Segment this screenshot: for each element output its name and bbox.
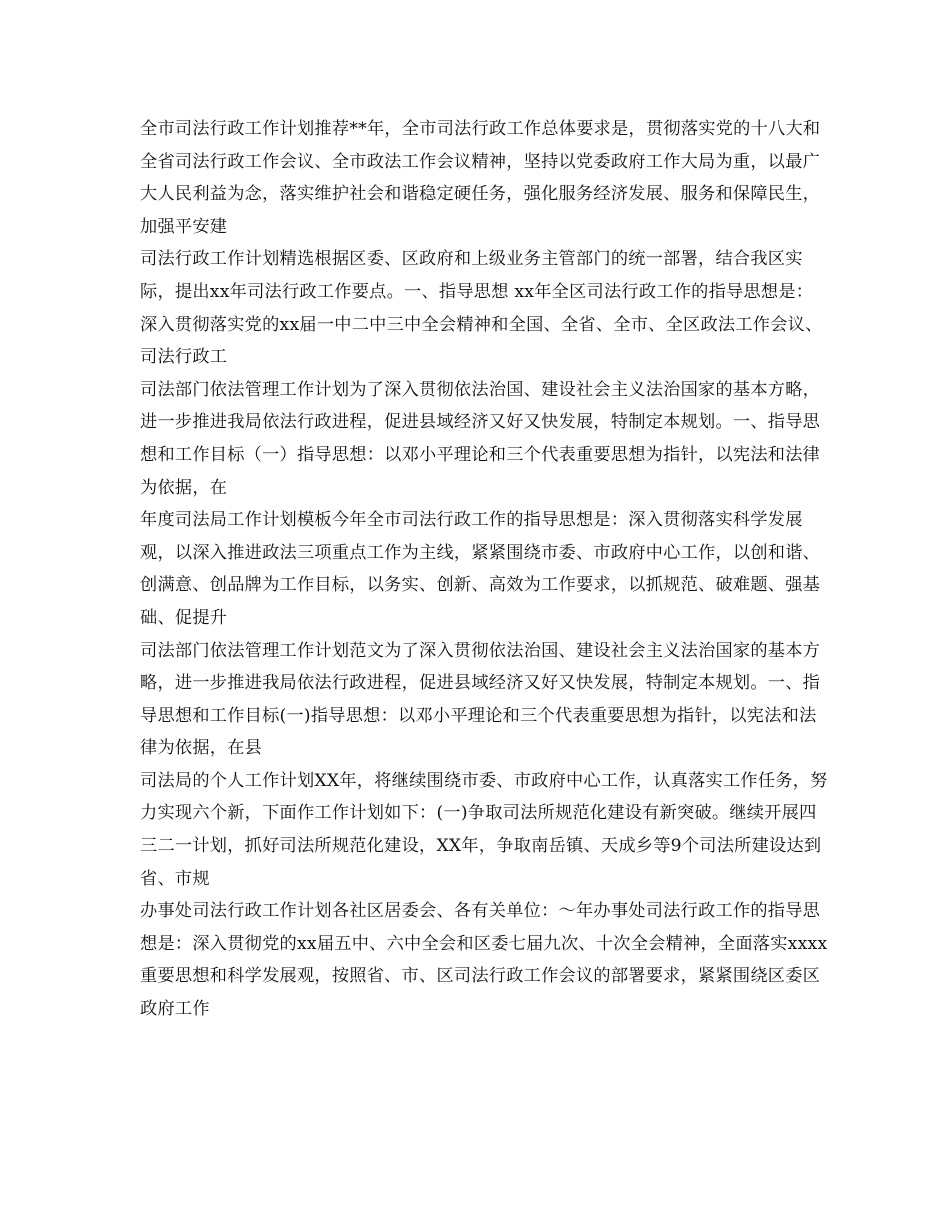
paragraph-1: 全市司法行政工作计划推荐**年，全市司法行政工作总体要求是，贯彻落实党的十八大和全省司法行政工作会议、全市政法工作会议精神，坚持以党委政府工作大局为重，以最广大人民利益为念，落实维护社会和谐稳定硬任务，强化服务经济发展、服务和保障民生，加强平安建 — [140, 119, 821, 237]
paragraph-2: 司法行政工作计划精选根据区委、区政府和上级业务主管部门的统一部署，结合我区实际，提出xx年司法行政工作要点。一、指导思想 xx年全区司法行政工作的指导思想是：深入贯彻落实党的xx届一中二中三中全会精神和全国、全省、全市、全区政法工作会议、司法行政工 — [140, 249, 823, 368]
paragraph-4: 年度司法局工作计划模板今年全市司法行政工作的指导思想是：深入贯彻落实科学发展观，以深入推进政法三项重点工作为主线，紧紧围绕市委、市政府中心工作，以创和谐、创满意、创品牌为工作目标，以务实、创新、高效为工作要求，以抓规范、破难题、强基础、促提升 — [140, 510, 821, 628]
document-body — [140, 113, 830, 1026]
paragraph-3: 司法部门依法管理工作计划为了深入贯彻依法治国、建设社会主义法治国家的基本方略，进一步推进我局依法行政进程，促进县域经济又好又快发展，特制定本规划。一、指导思想和工作目标（一）指导思想：以邓小平理论和三个代表重要思想为指针，以宪法和法律为依据，在 — [140, 379, 821, 498]
paragraph-6: 司法局的个人工作计划XX年，将继续围绕市委、市政府中心工作，认真落实工作任务，努力实现六个新，下面作工作计划如下：(一)争取司法所规范化建设有新突破。继续开展四三二一计划，抓好司法所规范化建设，XX年，争取南岳镇、天成乡等9个司法所建设达到省、市规 — [140, 770, 828, 889]
paragraph-7: 办事处司法行政工作计划各社区居委会、各有关单位：～年办事处司法行政工作的指导思想是：深入贯彻党的xx届五中、六中全会和区委七届九次、十次全会精神，全面落实xxxx重要思想和科学发展观，按照省、市、区司法行政工作会议的部署要求，紧紧围绕区委区政府工作 — [140, 901, 828, 1020]
paragraph-5: 司法部门依法管理工作计划范文为了深入贯彻依法治国、建设社会主义法治国家的基本方略，进一步推进我局依法行政进程，促进县域经济又好又快发展，特制定本规划。一、指导思想和工作目标(一)指导思想：以邓小平理论和三个代表重要思想为指针，以宪法和法律为依据，在县 — [140, 640, 821, 759]
